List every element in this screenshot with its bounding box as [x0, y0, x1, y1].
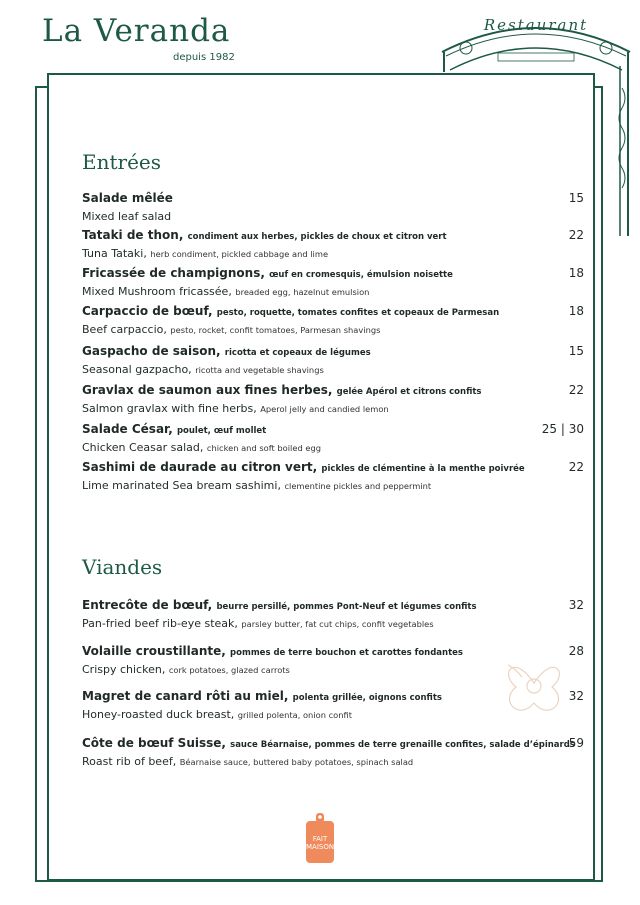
item-desc-fr: poulet, œuf mollet — [176, 426, 267, 436]
item-desc-en: cork potatoes, glazed carrots — [168, 665, 290, 675]
menu-item — [82, 736, 584, 770]
item-desc-en: breaded egg, hazelnut emulsion — [235, 287, 370, 297]
menu-item — [82, 422, 584, 456]
menu-item — [82, 344, 584, 378]
item-name-fr: Entrecôte de bœuf, — [82, 598, 213, 612]
item-name-fr: Magret de canard rôti au miel, — [82, 689, 289, 703]
item-name-fr: Sashimi de daurade au citron vert, — [82, 460, 318, 474]
item-name-en: Pan-fried beef rib-eye steak, — [82, 617, 238, 630]
flower-icon — [494, 643, 574, 727]
item-name-en: Beef carpaccio, — [82, 323, 167, 336]
menu-item — [82, 460, 584, 494]
item-desc-en: herb condiment, pickled cabbage and lime — [150, 249, 329, 259]
item-name-fr: Gravlax de saumon aux fines herbes, — [82, 383, 333, 397]
item-name-fr: Salade mêlée — [82, 191, 173, 205]
item-desc-en: pesto, rocket, confit tomatoes, Parmesan shavings — [170, 325, 381, 335]
sign-text: Restaurant — [483, 16, 589, 34]
item-name-en: Seasonal gazpacho, — [82, 363, 192, 376]
item-desc-fr: pickles de clémentine à la menthe poivrée — [321, 464, 525, 474]
item-price: 15 — [568, 191, 584, 205]
item-price: 22 — [568, 460, 584, 474]
item-price: 32 — [568, 689, 584, 703]
item-price: 18 — [568, 304, 584, 318]
item-name-fr: Gaspacho de saison, — [82, 344, 221, 358]
item-price: 25 | 30 — [541, 422, 584, 436]
item-name-en: Salmon gravlax with fine herbs, — [82, 402, 257, 415]
item-price: 59 — [568, 736, 584, 750]
fait-maison-badge — [306, 813, 334, 867]
item-desc-fr: ricotta et copeaux de légumes — [224, 348, 371, 358]
section-title-entrees: Entrées — [82, 150, 162, 174]
board-line-1: FAIT — [312, 835, 328, 843]
item-desc-fr: œuf en cromesquis, émulsion noisette — [269, 270, 453, 280]
item-name-fr: Côte de bœuf Suisse, — [82, 736, 226, 750]
item-name-en: Mixed leaf salad — [82, 210, 172, 223]
brand-since: depuis 1982 — [173, 52, 235, 63]
menu-item — [82, 598, 584, 632]
brand-logo — [42, 13, 235, 63]
item-desc-fr: pommes de terre bouchon et carottes fondantes — [230, 648, 463, 658]
item-desc-fr: beurre persillé, pommes Pont-Neuf et légumes confits — [216, 602, 477, 612]
item-price: 22 — [568, 383, 584, 397]
item-name-fr: Volaille croustillante, — [82, 644, 226, 658]
item-name-en: Honey-roasted duck breast, — [82, 708, 235, 721]
item-name-en: Lime marinated Sea bream sashimi, — [82, 479, 281, 492]
item-price: 28 — [568, 644, 584, 658]
board-line-2: MAISON — [306, 843, 335, 851]
item-name-fr: Carpaccio de bœuf, — [82, 304, 213, 318]
item-price: 22 — [568, 228, 584, 242]
item-desc-fr: condiment aux herbes, pickles de choux et citron vert — [187, 232, 447, 242]
item-desc-en: chicken and soft boiled egg — [206, 443, 322, 453]
item-desc-en: Béarnaise sauce, buttered baby potatoes, spinach salad — [179, 757, 414, 767]
item-desc-fr: sauce Béarnaise, pommes de terre grenaille confites, salade d’épinards — [230, 740, 575, 750]
menu-item — [82, 228, 584, 262]
item-desc-en: clementine pickles and peppermint — [284, 481, 432, 491]
item-price: 15 — [568, 344, 584, 358]
item-desc-en: ricotta and vegetable shavings — [195, 365, 324, 375]
item-name-en: Chicken Ceasar salad, — [82, 441, 204, 454]
item-desc-en: Aperol jelly and candied lemon — [260, 404, 389, 414]
item-price: 32 — [568, 598, 584, 612]
menu-item — [82, 266, 584, 300]
item-name-en: Crispy chicken, — [82, 663, 166, 676]
item-desc-fr: pesto, roquette, tomates confites et copeaux de Parmesan — [216, 308, 500, 318]
item-price: 18 — [568, 266, 584, 280]
item-name-en: Roast rib of beef, — [82, 755, 177, 768]
item-name-fr: Fricassée de champignons, — [82, 266, 265, 280]
menu-item — [82, 383, 584, 417]
item-desc-fr: gelée Apérol et citrons confits — [336, 387, 482, 397]
brand-name: La Veranda — [42, 13, 231, 49]
item-name-fr: Salade César, — [82, 422, 173, 436]
fait-maison-text — [306, 835, 334, 851]
menu-item — [82, 304, 584, 338]
item-name-fr: Tataki de thon, — [82, 228, 184, 242]
item-name-en: Tuna Tataki, — [82, 247, 147, 260]
item-desc-en: grilled polenta, onion confit — [237, 710, 352, 720]
item-desc-fr: polenta grillée, oignons confits — [292, 693, 442, 703]
section-title-viandes: Viandes — [82, 555, 163, 579]
item-desc-en: parsley butter, fat cut chips, confit vegetables — [241, 619, 434, 629]
menu-item — [82, 191, 584, 225]
item-name-en: Mixed Mushroom fricassée, — [82, 285, 232, 298]
